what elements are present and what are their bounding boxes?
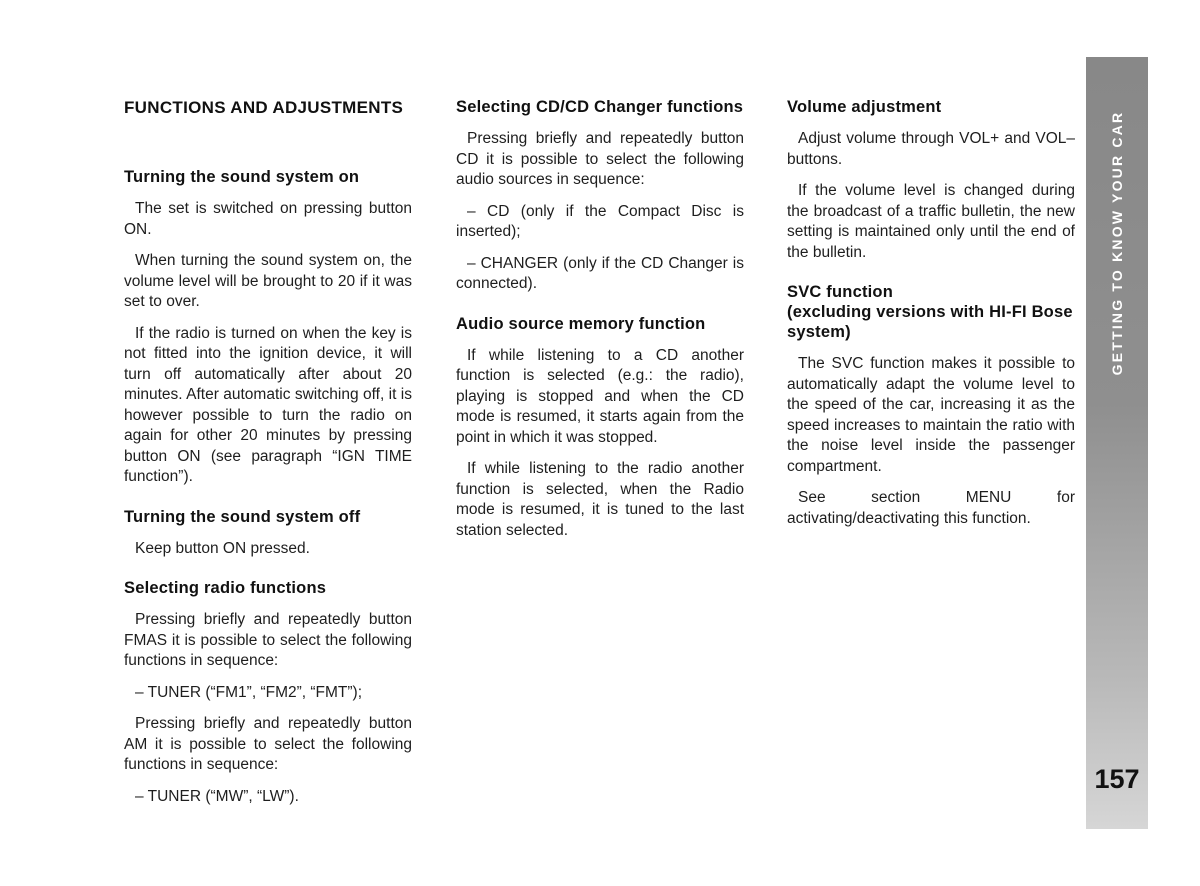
list-item: – CHANGER (only if the CD Changer is connected). — [456, 254, 744, 292]
page-number: 157 — [1094, 764, 1140, 794]
heading-sound-off: Turning the sound system off — [124, 507, 361, 526]
paragraph: Pressing briefly and repeatedly button CD it is possible to select the following audio sources in sequence: — [456, 130, 744, 188]
chapter-title: GETTING TO KNOW YOUR CAR — [1109, 110, 1125, 376]
heading-cd-functions: Selecting CD/CD Changer functions — [456, 98, 744, 116]
heading-svc-line2: (excluding versions with HI-FI Bose system) — [787, 303, 1073, 341]
heading-svc-line1: SVC function — [787, 283, 893, 301]
heading-sound-on: Turning the sound system on — [124, 168, 360, 186]
paragraph: Pressing briefly and repeatedly button FMAS it is possible to select the following functions in sequence: — [124, 611, 412, 669]
list-item: – TUNER (“FM1”, “FM2”, “FMT”); — [135, 683, 363, 701]
paragraph: The SVC function makes it possible to automatically adapt the volume level to the speed of the car, increasing it as the speed increases to maintain the ratio with the noise level inside the passenger compartment. — [787, 355, 1075, 475]
paragraph: Keep button ON pressed. — [135, 539, 310, 557]
column-right — [787, 97, 1075, 540]
paragraph: See section MENU for activating/deactivating this function. — [787, 489, 1075, 527]
list-item: – CD (only if the Compact Disc is inserted); — [456, 202, 744, 240]
heading-svc — [787, 282, 1075, 342]
paragraph: If the radio is turned on when the key is not fitted into the ignition device, it will turn off automatically after about 20 minutes. After automatic switching off, it is however possible to turn the radio on again for other 20 minutes by pressing button ON (see paragraph “IGN TIME function”). — [124, 324, 412, 485]
column-left — [124, 97, 412, 818]
paragraph: Adjust volume through VOL+ and VOL– buttons. — [787, 130, 1075, 168]
heading-radio-functions: Selecting radio functions — [124, 579, 327, 597]
paragraph: If while listening to the radio another function is selected, when the Radio mode is resumed, it is tuned to the last station selected. — [456, 460, 744, 539]
paragraph: The set is switched on pressing button ON. — [124, 200, 412, 238]
paragraph: Pressing briefly and repeatedly button AM it is possible to select the following functions in sequence: — [124, 715, 412, 773]
heading-volume: Volume adjustment — [787, 98, 942, 116]
column-middle — [456, 97, 744, 552]
paragraph: If the volume level is changed during the broadcast of a traffic bulletin, the new setting is maintained only until the end of the bulletin. — [787, 182, 1075, 261]
paragraph: If while listening to a CD another function is selected (e.g.: the radio), playing is stopped and when the CD mode is resumed, it starts again from the point in which it was stopped. — [456, 346, 744, 446]
heading-audio-memory: Audio source memory function — [456, 314, 706, 333]
section-title: FUNCTIONS AND ADJUSTMENTS — [124, 98, 404, 117]
paragraph: When turning the sound system on, the volume level will be brought to 20 if it was set to over. — [124, 252, 412, 310]
list-item: – TUNER (“MW”, “LW”). — [135, 787, 299, 805]
